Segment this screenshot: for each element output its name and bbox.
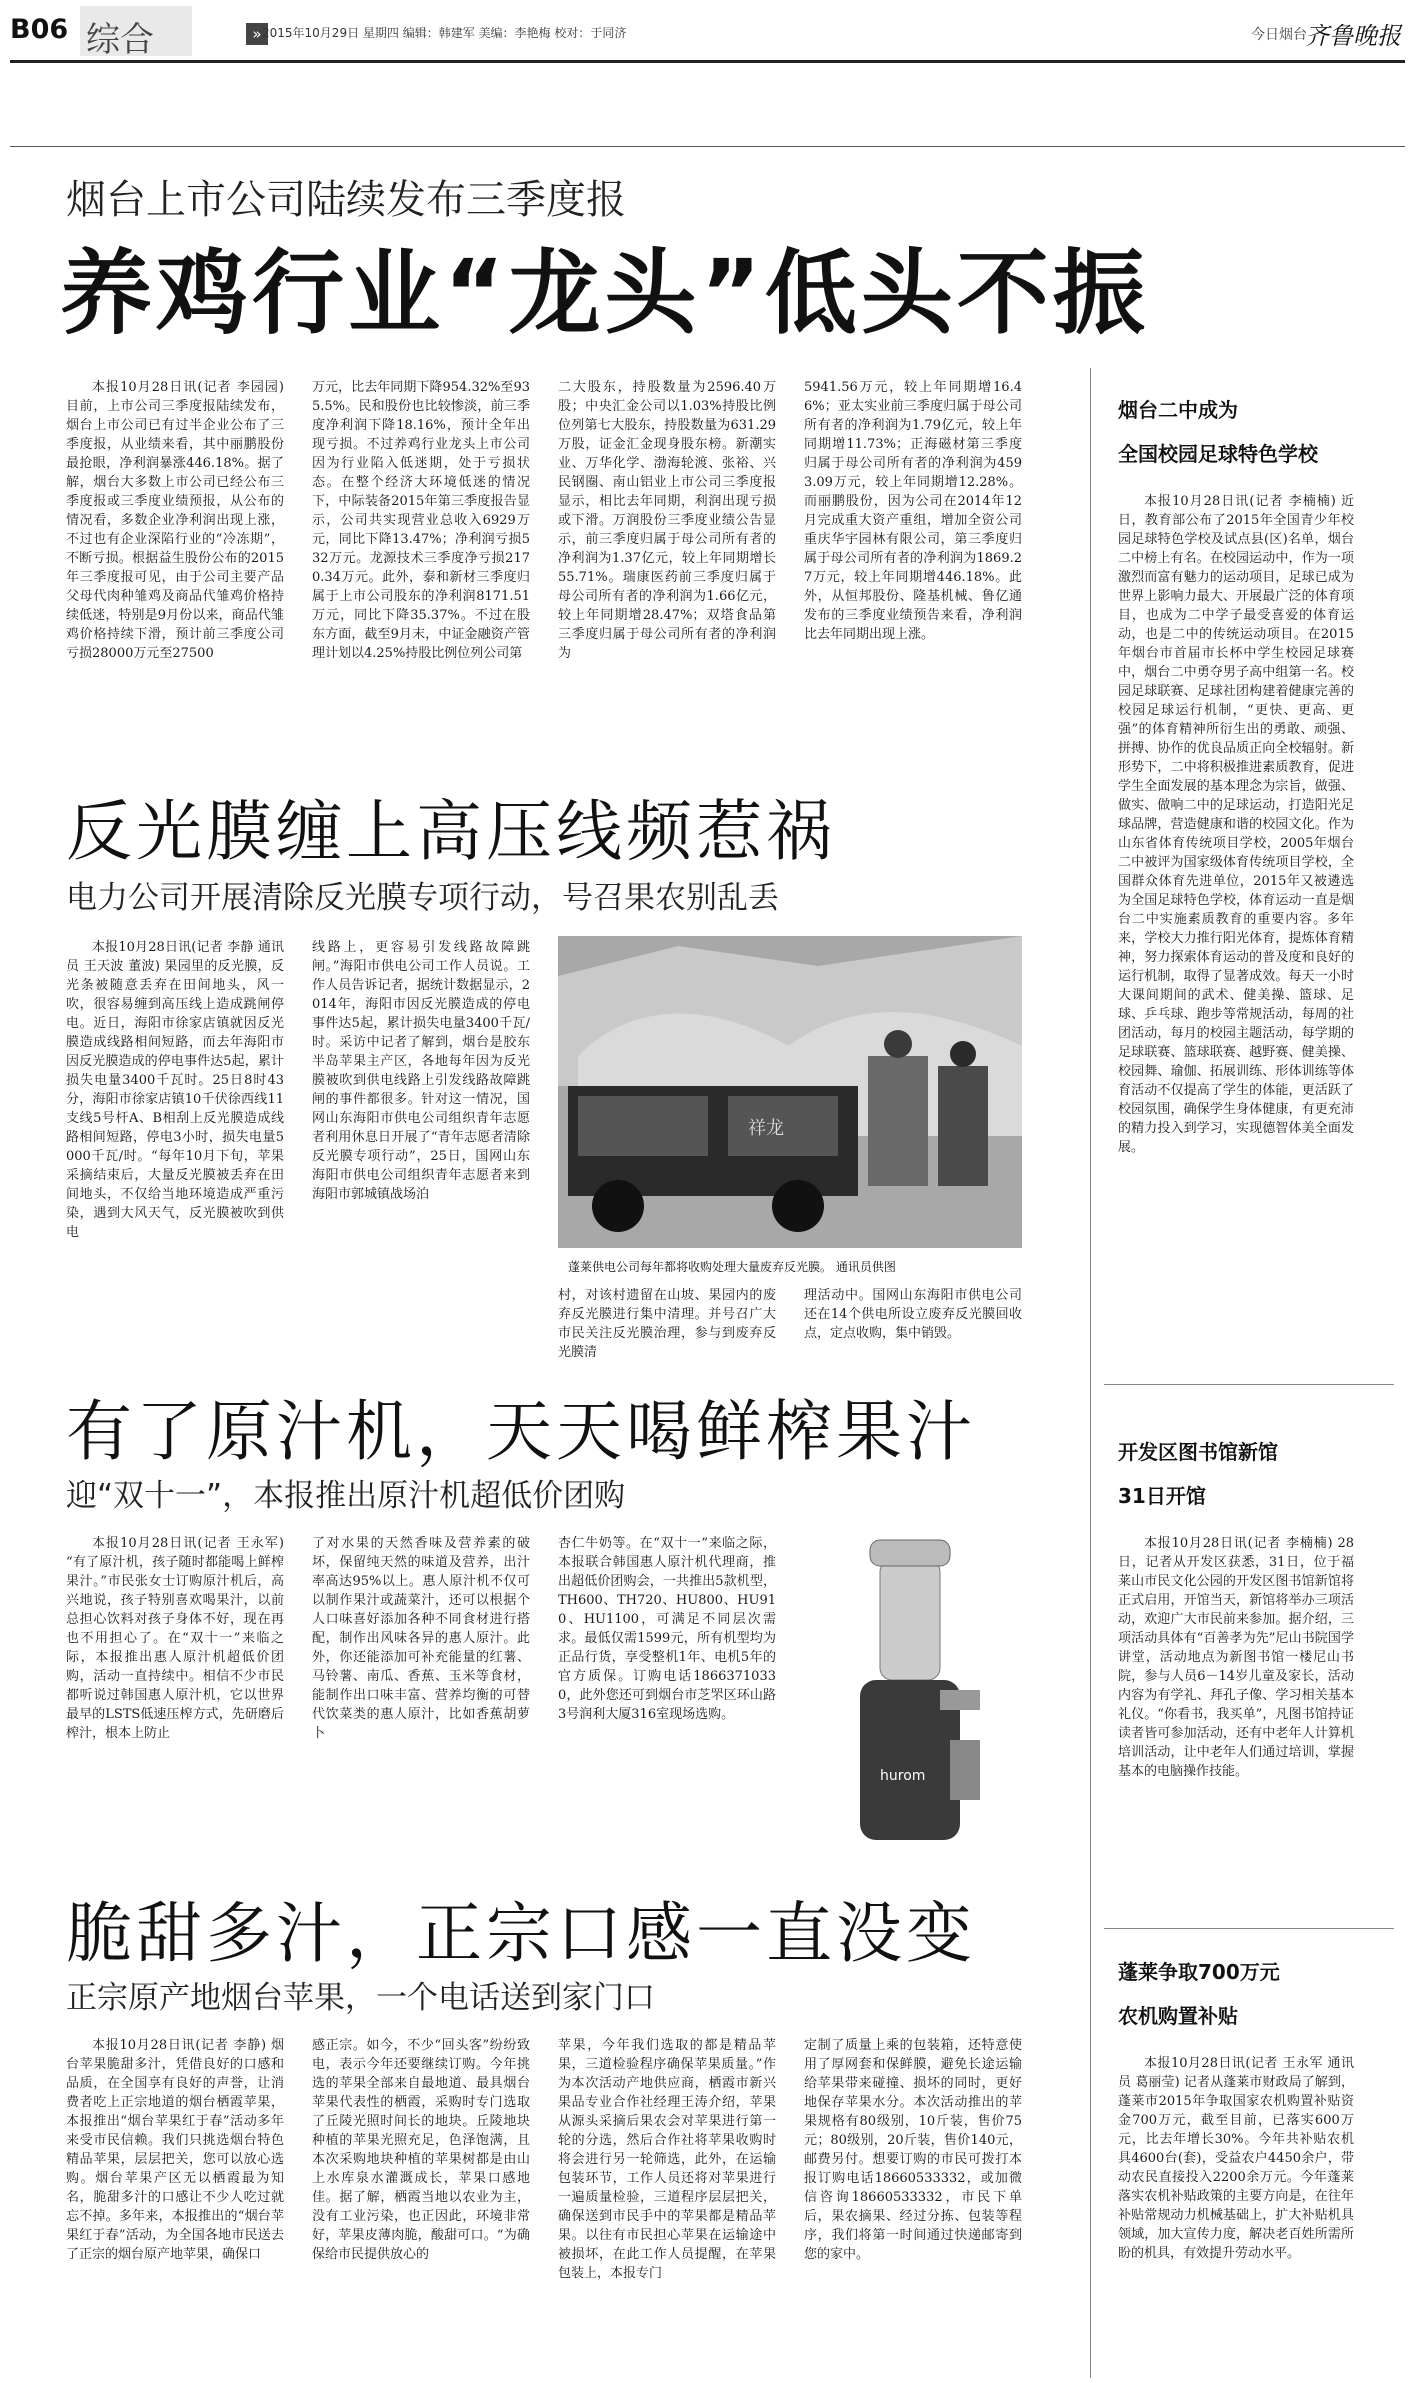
a2-col2: 线路上，更容易引发线路故障跳闸。”海阳市供电公司工作人员说。工作人员告诉记者，据统计数据显示，2014年，海阳市因反光膜造成的停电事件达5起，累计损失电量3400千瓦/时。采访中记者了解到，烟台是胶东半岛苹果主产区，各地每年因为反光膜被吹到供电线路上引发线路故障跳闸的事件都很多。针对这一情况，国网山东海阳市供电公司组织青年志愿者利用休息日开展了“青年志愿者清除反光膜专项行动”，25日，国网山东海阳市供电公司组织青年志愿者来到海阳市郭城镇战场泊 bbox=[312, 940, 530, 1202]
a3-col2: 了对水果的天然香味及营养素的破坏，保留纯天然的味道及营养，出汁率高达95%以上。惠人原汁机不仅可以制作果汁或蔬菜汁，还可以根据个人口味喜好添加各种不同食材进行搭配，制作出风味各异的惠人原汁。此外，你还能添加可补充能量的红薯、马铃薯、南瓜、香蕉、玉米等食材，能制作出口味丰富、营养均衡的可替代饮菜类的惠人原汁，比如香蕉胡萝卜 bbox=[312, 1536, 530, 1741]
a2-title: 反光膜缠上高压线频惹祸 bbox=[66, 793, 836, 870]
section-name: 综合 bbox=[86, 20, 154, 60]
farm-truck-photo bbox=[558, 936, 1022, 1248]
a2-col4: 理活动中。国网山东海阳市供电公司还在14个供电所设立废弃反光膜回收点，定点收购，集中销毁。 bbox=[804, 1288, 1022, 1341]
newspaper-logo: 齐鲁晚报 bbox=[1305, 22, 1401, 50]
side2-title-line2: 31日开馆 bbox=[1118, 1484, 1206, 1508]
a4-col3: 苹果，今年我们选取的都是精品苹果，三道检验程序确保苹果质量。”作为本次活动产地供应商，栖霞市新兴果品专业合作社经理王涛介绍，苹果从源头采摘后果农会对苹果进行第一轮的分选，然后合作社将苹果收购时将会进行另一轮筛选，此外，在运输包装环节，工作人员还将对苹果进行一遍质量检验，三道程序层层把关，确保送到市民手中的苹果都是精品苹果。以往有市民担心苹果在运输途中被损坏，在此工作人员提醒，在苹果包装上，本报专门 bbox=[558, 2038, 776, 2281]
a1-col2: 万元，比去年同期下降954.32%至935.5%。民和股份也比较惨淡，前三季度净利润下降18.16%，预计全年出现亏损。不过养鸡行业龙头上市公司因为行业陷入低迷期，处于亏损状态。在整个经济大环境低迷的情况下，中际装备2015年第三季度报告显示，公司共实现营业总收入6929万元，同比下降13.47%；净利润亏损532万元。龙源技术三季度净亏损2170.34万元。此外，泰和新材三季度归属于上市公司股东的净利润8171.51万元，同比下降35.37%。不过在股东方面，截至9月末，中证金融资产管理计划以4.25%持股比例位列公司第 bbox=[312, 380, 530, 661]
a2-col3: 村，对该村遗留在山坡、果园内的废弃反光膜进行集中清理。并号召广大市民关注反光膜治理，参与到废弃反光膜清 bbox=[558, 1288, 776, 1360]
juicer-brand: hurom bbox=[880, 1768, 926, 1784]
side3-title-line1: 蓬莱争取700万元 bbox=[1118, 1960, 1280, 1984]
page-number: B06 bbox=[10, 14, 69, 45]
a2-photo bbox=[558, 936, 1022, 1248]
side3-body: 本报10月28日讯(记者 王永军 通讯员 葛丽莹) 记者从蓬莱市财政局了解到，蓬莱市2015年争取国家农机购置补贴资金700万元，截至目前，已落实600万元，比去年增长30%。今年共补贴农机具4600台(套)，受益农户4450余户，带动农民直接投入2200余万元。今年蓬莱落实农机补贴政策的主要方向是，在往年补贴常规动力机械基础上，扩大补贴机具领域，加大宣传力度，解决老百姓所需所盼的机具，有效提升劳动水平。 bbox=[1118, 2056, 1354, 2261]
truck-brand: 祥龙 bbox=[748, 1118, 784, 1139]
a2-photo-caption: 蓬莱供电公司每年都将收购处理大量废弃反光膜。 通讯员供图 bbox=[568, 1260, 896, 1274]
side-separator-1 bbox=[1104, 1384, 1394, 1385]
a1-title: 养鸡行业“龙头”低头不振 bbox=[60, 240, 1149, 347]
a4-title: 脆甜多汁，正宗口感一直没变 bbox=[66, 1895, 976, 1972]
a4-col4: 定制了质量上乘的包装箱，还特意使用了厚网套和保鲜膜，避免长途运输给苹果带来碰撞、损坏的同时，更好地保存苹果水分。本次活动推出的苹果规格有80级别，10斤装，售价75元；80级别，20斤装，售价140元，邮费另付。想要订购的市民可拨打本报订购电话18660533332，或加微信咨询18660533332，市民下单后，果农摘果、经过分拣、包装等程序，我们将第一时间通过快递邮寄到您的家中。 bbox=[804, 2038, 1022, 2262]
header-rule bbox=[10, 60, 1405, 63]
a3-title: 有了原汁机，天天喝鲜榨果汁 bbox=[66, 1393, 976, 1470]
double-chevron-icon: » bbox=[246, 23, 268, 45]
header-thin-rule bbox=[10, 146, 1405, 147]
a4-subtitle: 正宗原产地烟台苹果，一个电话送到家门口 bbox=[66, 1980, 655, 2016]
a3-col1: 本报10月28日讯(记者 王永军) “有了原汁机，孩子随时都能喝上鲜榨果汁。”市民张女士订购原汁机后，高兴地说，孩子特别喜欢喝果汁，以前总担心饮料对孩子身体不好，现在再也不用担心了。在“双十一”来临之际，本报推出惠人原汁机超低价团购，活动一直持续中。相信不少市民都听说过韩国惠人原汁机，它以世界最早的LSTS低速压榨方式，先研磨后榨汁，根本上防止 bbox=[66, 1536, 284, 1741]
side2-title-line1: 开发区图书馆新馆 bbox=[1118, 1440, 1278, 1464]
section-label bbox=[80, 6, 262, 60]
edition-label: 今日烟台 bbox=[1251, 27, 1307, 43]
a4-col1: 本报10月28日讯(记者 李静) 烟台苹果脆甜多汁，凭借良好的口感和品质，在全国享有良好的声誉，让消费者吃上正宗地道的烟台栖霞苹果，本报推出“烟台苹果红于春”活动多年来受市民信赖。我们只挑选烟台特色精品苹果，层层把关，您可以放心选购。烟台苹果产区无以栖霞最为知名，脆甜多汁的口感让不少人吃过就忘不掉。多年来，本报推出的“烟台苹果红于春”活动，为全国各地市民送去了正宗的烟台原产地苹果，确保口 bbox=[66, 2038, 284, 2262]
side3-title-line2: 农机购置补贴 bbox=[1118, 2004, 1238, 2028]
side1-title-line1: 烟台二中成为 bbox=[1118, 398, 1238, 422]
a1-col1: 本报10月28日讯(记者 李园园) 目前，上市公司三季度报陆续发布，烟台上市公司已有过半企业公布了三季度报，从业绩来看，其中丽鹏股份最抢眼，净利润暴涨446.18%。据了解，烟台大多数上市公司已经公布三季度报或三季度业绩预报，从公布的情况看，多数企业净利润出现上涨，不过也有企业深陷行业的“冷冻期”，不断亏损。根据益生股份公布的2015年三季度报可见，由于公司主要产品父母代肉种雏鸡及商品代雏鸡价格持续低迷，特别是9月份以来，商品代雏鸡价格持续下滑，预计前三季度公司亏损28000万元至27500 bbox=[66, 380, 284, 661]
a2-col1: 本报10月28日讯(记者 李静 通讯员 王天波 董波) 果园里的反光膜，反光条被随意丢弃在田间地头，风一吹，很容易缠到高压线上造成跳闸停电。近日，海阳市徐家店镇就因反光膜造成线路相间短路，而去年海阳市因反光膜造成的停电事件达5起，累计损失电量3400千瓦时。25日8时43分，海阳市徐家店镇10千伏徐西线11支线5号杆A、B相刮上反光膜造成线路相间短路，停电3小时，损失电量5000千瓦/时。“每年10月下旬，苹果采摘结束后，大量反光膜被丢弃在田间地头，不仅给当地环境造成严重污染，遇到大风天气，反光膜被吹到供电 bbox=[66, 940, 284, 1240]
side2-body: 本报10月28日讯(记者 李楠楠) 28日，记者从开发区获悉，31日，位于福莱山市民文化公园的开发区图书馆新馆将正式启用，开馆当天，新馆将举办三项活动，欢迎广大市民前来参加。据介绍，三项活动具体有“百善孝为先”尼山书院国学讲堂，活动地点为新图书馆一楼尼山书院，参与人员6－14岁儿童及家长，活动内容为有学礼、拜孔子像、学习相关基本礼仪。“你看书，我买单”，凡图书馆持证读者皆可参加活动，还有中老年人计算机培训活动，让中老年人们通过培训，掌握基本的电脑操作技能。 bbox=[1118, 1536, 1354, 1779]
sidebar-divider bbox=[1090, 368, 1091, 2378]
side-separator-2 bbox=[1104, 1928, 1394, 1929]
a3-col3: 杏仁牛奶等。在“双十一”来临之际，本报联合韩国惠人原汁机代理商，推出超低价团购会，一共推出5款机型，TH600、TH720、HU800、HU910、HU1100，可满足不同层次需求。最低仅需1599元，所有机型均为正品行货，享受整机1年、电机5年的官方质保。订购电话18663710330，此外您还可到烟台市芝罘区环山路3号润利大厦316室现场选购。 bbox=[558, 1536, 776, 1722]
a1-kicker: 烟台上市公司陆续发布三季度报 bbox=[66, 177, 626, 223]
a1-col4: 5941.56万元，较上年同期增16.46%；亚太实业前三季度归属于母公司所有者的净利润为1.79亿元，较上年同期增11.73%；正海磁材第三季度归属于母公司所有者的净利润为4593.09万元，较上年同期增12.28%。而丽鹏股份，因为公司在2014年12月完成重大资产重组，增加全资公司重庆华宇园林有限公司，第三季度归属于母公司所有者的净利润为1869.27万元，较上年同期增446.18%。此外，从恒邦股份、隆基机械、鲁亿通发布的三季度业绩预告来看，净利润比去年同期出现上涨。 bbox=[804, 380, 1022, 642]
juicer-photo bbox=[830, 1540, 1000, 1860]
issue-meta: 2015年10月29日 星期四 编辑：韩建军 美编：李艳梅 校对：于同济 bbox=[262, 26, 627, 40]
a1-col3: 二大股东，持股数量为2596.40万股；中央汇金公司以1.03%持股比例位列第七大股东，持股数量为631.29万股，证金汇金现身股东榜。新潮实业、万华化学、渤海轮渡、张裕、兴民钢圈、南山铝业上市公司三季度报显示，相比去年同期，利润出现亏损或下滑。万润股份三季度业绩公告显示，前三季度归属于母公司所有者的净利润为1.37亿元，较上年同期增长55.71%。瑞康医药前三季度归属于母公司所有者的净利润为1.66亿元，较上年同期增28.47%；双塔食品第三季度归属于母公司所有者的净利润为 bbox=[558, 380, 776, 661]
a3-subtitle: 迎“双十一”，本报推出原汁机超低价团购 bbox=[66, 1478, 626, 1514]
a4-col2: 感正宗。如今，不少“回头客”纷纷致电，表示今年还要继续订购。今年挑选的苹果全部来自最地道、最具烟台苹果代表性的栖霞，采购时专门选取了丘陵光照时间长的地块。丘陵地块种植的苹果光照充足，色泽饱满，且本次采购地块种植的苹果树都是由山上水库泉水灌溉成长，苹果口感地佳。据了解，栖霞当地以农业为主，没有工业污染，也正因此，环境非常好，苹果皮薄肉脆，酸甜可口。“为确保给市民提供放心的 bbox=[312, 2038, 530, 2262]
side1-body: 本报10月28日讯(记者 李楠楠) 近日，教育部公布了2015年全国青少年校园足球特色学校及试点县(区)名单，烟台二中榜上有名。在校园运动中，作为一项激烈而富有魅力的运动项目，足球已成为世界上影响力最大、开展最广泛的体育项目，也成为二中学子最受喜爱的体育运动，也是二中的传统运动项目。在2015年烟台市首届市长杯中学生校园足球赛中，烟台二中勇夺男子高中组第一名。校园足球联赛、足球社团构建着健康完善的校园足球运行机制，“更快、更高、更强”的体育精神所衍生出的勇敢、顽强、拼搏、协作的优良品质正向全校辐射。新形势下，二中将积极推进素质教育，促进学生全面发展的基本理念为宗旨，做强、做实、做响二中的足球运动，打造阳光足球品牌，营造健康和谐的校园文化。作为山东省体育传统项目学校，2005年烟台二中被评为国家级体育传统项目学校，全国群众体育先进单位，2015年又被遴选为全国足球特色学校，体育运动一直是烟台二中实施素质教育的重要内容。多年来，学校大力推行阳光体育，提炼体育精神，努力探索体育运动的普及度和良好的运行机制，取得了显著成效。每天一小时大课间期间的武术、健美操、篮球、足球、乒乓球、跑步等常规活动，每周的社团活动，每月的校园主题活动，每学期的足球联赛、篮球联赛、越野赛、健美操、校园舞、瑜伽、拓展训练、形体训练等体育活动不仅提高了学生的体能，更活跃了校园氛围，确保学生身体健康，有更充沛的精力投入到学习，实现德智体美全面发展。 bbox=[1118, 494, 1354, 1155]
a2-subtitle: 电力公司开展清除反光膜专项行动，号召果农别乱丢 bbox=[66, 880, 779, 916]
side1-title-line2: 全国校园足球特色学校 bbox=[1118, 442, 1318, 466]
